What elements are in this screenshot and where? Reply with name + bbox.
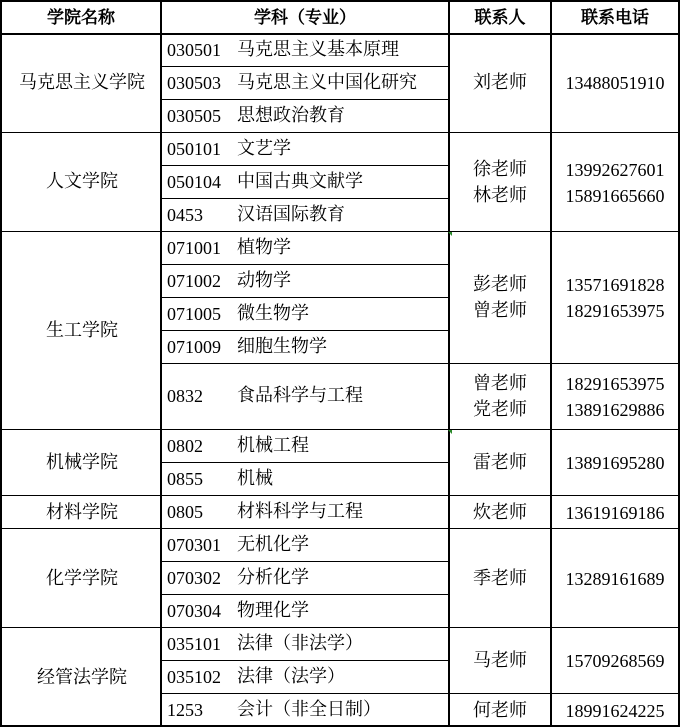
discipline-name: 机械 — [237, 468, 273, 489]
discipline-name: 分析化学 — [237, 567, 309, 588]
discipline-code: 050104 — [167, 172, 221, 192]
contact-phone: 13992627601 — [565, 160, 665, 180]
discipline-code: 030505 — [167, 106, 221, 126]
header-phone: 联系电话 — [581, 8, 649, 28]
contact-group-line — [160, 693, 680, 694]
discipline-name: 材料科学与工程 — [237, 501, 363, 522]
discipline-name: 细胞生物学 — [237, 336, 327, 357]
contact-phone: 13891629886 — [565, 400, 665, 420]
discipline-name: 中国古典文献学 — [237, 171, 363, 192]
contact-name: 林老师 — [473, 185, 527, 206]
row-line — [160, 330, 450, 331]
discipline-code: 030501 — [167, 40, 221, 60]
contact-name: 雷老师 — [473, 452, 527, 473]
discipline-name: 微生物学 — [237, 303, 309, 324]
contact-phone: 13571691828 — [565, 275, 665, 295]
discipline-code: 035102 — [167, 667, 221, 687]
cell-marker — [448, 232, 452, 236]
discipline-name: 汉语国际教育 — [237, 204, 345, 225]
discipline-name: 食品科学与工程 — [237, 385, 363, 406]
discipline-name: 机械工程 — [237, 435, 309, 456]
discipline-code: 0802 — [167, 436, 203, 456]
contact-name: 何老师 — [473, 700, 527, 721]
group-line — [0, 627, 680, 628]
contact-name: 季老师 — [473, 568, 527, 589]
row-line — [160, 165, 450, 166]
college-name: 马克思主义学院 — [19, 72, 145, 93]
row-line — [160, 561, 450, 562]
row-line — [160, 198, 450, 199]
contact-name: 马老师 — [473, 650, 527, 671]
discipline-name: 文艺学 — [237, 138, 291, 159]
contact-phone: 13619169186 — [565, 503, 665, 523]
contact-phone: 15891665660 — [565, 186, 665, 206]
row-line — [160, 594, 450, 595]
college-name: 化学学院 — [46, 568, 118, 589]
discipline-code: 071001 — [167, 238, 221, 258]
discipline-name: 物理化学 — [237, 600, 309, 621]
discipline-name: 法律（法学） — [237, 666, 345, 687]
contact-name: 彭老师 — [473, 274, 527, 295]
header-discipline: 学科（专业） — [254, 8, 356, 28]
discipline-code: 070301 — [167, 535, 221, 555]
discipline-name: 法律（非法学） — [237, 633, 363, 654]
discipline-code: 0832 — [167, 386, 203, 406]
discipline-name: 马克思主义中国化研究 — [237, 72, 417, 93]
contact-name: 曾老师 — [473, 373, 527, 394]
col-line-0 — [0, 0, 2, 727]
contact-phone: 13891695280 — [565, 453, 665, 473]
row-line — [160, 66, 450, 67]
contact-name: 炊老师 — [473, 502, 527, 523]
contact-phone: 15709268569 — [565, 651, 665, 671]
contact-phone: 18291653975 — [565, 301, 665, 321]
header-contact: 联系人 — [474, 8, 526, 28]
college-name: 生工学院 — [46, 320, 118, 341]
discipline-code: 0453 — [167, 205, 203, 225]
college-name: 经管法学院 — [37, 667, 127, 688]
discipline-code: 071002 — [167, 271, 221, 291]
row-line — [160, 264, 450, 265]
discipline-code: 1253 — [167, 700, 203, 720]
discipline-code: 030503 — [167, 73, 221, 93]
group-line — [0, 429, 680, 430]
row-line — [160, 99, 450, 100]
group-line — [0, 231, 680, 232]
discipline-code: 035101 — [167, 634, 221, 654]
discipline-code: 071009 — [167, 337, 221, 357]
contact-phone: 18991624225 — [565, 701, 665, 721]
header-college: 学院名称 — [47, 8, 115, 28]
discipline-code: 071005 — [167, 304, 221, 324]
discipline-name: 植物学 — [237, 237, 291, 258]
contact-name: 曾老师 — [473, 300, 527, 321]
college-name: 机械学院 — [46, 452, 118, 473]
discipline-name: 马克思主义基本原理 — [237, 39, 399, 60]
row-line — [160, 660, 450, 661]
discipline-name: 会计（非全日制） — [237, 699, 381, 720]
group-line — [0, 495, 680, 496]
row-line — [160, 462, 450, 463]
contact-name: 党老师 — [473, 399, 527, 420]
contact-group-line — [160, 363, 680, 364]
group-line — [0, 132, 680, 133]
discipline-code: 050101 — [167, 139, 221, 159]
discipline-name: 无机化学 — [237, 534, 309, 555]
header-bottom-line — [0, 33, 680, 35]
contact-phone: 18291653975 — [565, 374, 665, 394]
contact-phone: 13289161689 — [565, 569, 665, 589]
discipline-code: 070302 — [167, 568, 221, 588]
table-border-top — [0, 0, 680, 2]
row-line — [160, 297, 450, 298]
discipline-name: 思想政治教育 — [237, 105, 345, 126]
cell-marker — [448, 430, 452, 434]
group-line — [0, 528, 680, 529]
discipline-code: 070304 — [167, 601, 221, 621]
discipline-name: 动物学 — [237, 270, 291, 291]
discipline-code: 0855 — [167, 469, 203, 489]
contact-name: 徐老师 — [473, 159, 527, 180]
college-name: 材料学院 — [46, 502, 118, 523]
contact-name: 刘老师 — [473, 72, 527, 93]
discipline-code: 0805 — [167, 502, 203, 522]
college-name: 人文学院 — [46, 171, 118, 192]
contact-phone: 13488051910 — [565, 73, 665, 93]
